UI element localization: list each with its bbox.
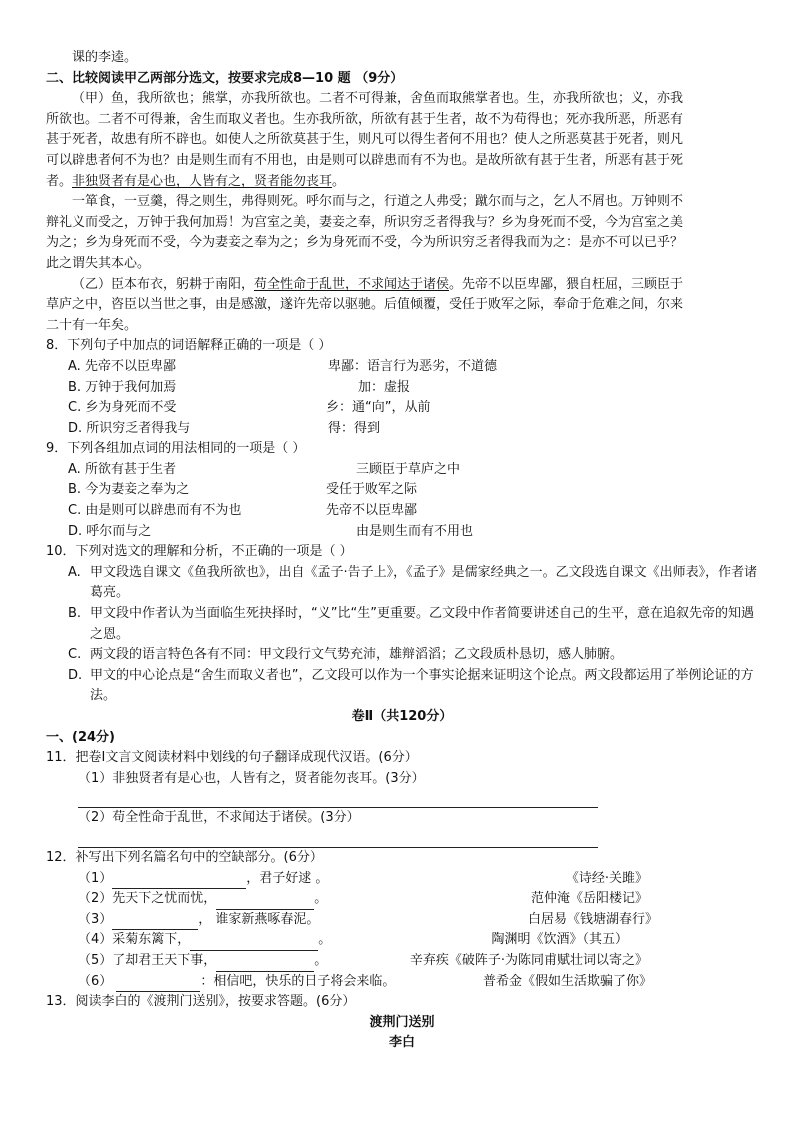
item-source: 范仲淹《岳阳楼记》 bbox=[530, 891, 648, 907]
part2-title: 卷Ⅱ（共120分） bbox=[351, 709, 453, 724]
q8-stem: 8．下列句子中加点的词语解释正确的一项是（ ） bbox=[46, 338, 332, 354]
item-after: 。 bbox=[318, 932, 332, 948]
q10-option-b bbox=[46, 604, 758, 645]
q10-option-d bbox=[46, 666, 758, 707]
option-compare: 三顾臣于草庐之中 bbox=[356, 461, 461, 477]
item-before: 采菊东篱下， bbox=[112, 932, 191, 948]
blank-field[interactable] bbox=[112, 913, 198, 930]
option-text: 呼尔而与之 bbox=[86, 523, 152, 539]
option-compare: 先帝不以臣卑鄙 bbox=[326, 503, 418, 519]
option-compare: 受任于败军之际 bbox=[326, 482, 418, 498]
answer-line-1[interactable] bbox=[78, 789, 598, 808]
option-text: 甲文段中作者认为当面临生死抉择时，“义”比“生”更重要。乙文段中作者简要讲述自己的生平，意在追叙先帝的知遇之恩。 bbox=[90, 606, 754, 642]
option-label: B. bbox=[68, 482, 82, 498]
option-text: 甲文段选自课文《鱼我所欲也》，出自《孟子·告子上》，《孟子》是儒家经典之一。乙文段选自课文《出师表》，作者诸葛亮。 bbox=[90, 564, 758, 601]
q12-item-1 bbox=[46, 869, 758, 890]
yi-line1-start: （乙）臣本布衣，躬耕于南阳， bbox=[72, 276, 255, 292]
option-label: C. bbox=[68, 647, 82, 663]
option-label: B. bbox=[68, 379, 82, 395]
yi-line-2: 草庐之中，咨臣以当世之事，由是感激，遂许先帝以驱驰。后值倾覆，受任于败军之际，奉命于危难之间，尔来 bbox=[46, 297, 684, 313]
q9-option-a bbox=[46, 460, 758, 481]
q12-item-5 bbox=[46, 951, 758, 972]
option-label: A. bbox=[68, 358, 81, 374]
item-source: 白居易《钱塘湖春行》 bbox=[527, 911, 658, 927]
option-text: 先帝不以臣卑鄙 bbox=[84, 358, 176, 374]
q8-option-c bbox=[46, 398, 758, 419]
item-num: （3） bbox=[78, 911, 113, 927]
jia-p1-line5-start: 者。 bbox=[46, 173, 73, 189]
blank-field[interactable] bbox=[216, 893, 314, 910]
option-explain: 乡：通“向”，从前 bbox=[326, 400, 431, 416]
option-label: C. bbox=[68, 503, 82, 519]
item-source: 陶渊明《饮酒》（其五） bbox=[491, 932, 628, 948]
q12-item-3 bbox=[46, 910, 758, 931]
answer-line-2[interactable] bbox=[78, 829, 598, 848]
option-text: 两文段的语言特色各有不同：甲文段行文气势充沛，雄辩滔滔；乙文段质朴恳切，感人肺腑。 bbox=[90, 647, 624, 663]
section1-heading: 一、(24分) bbox=[46, 729, 115, 745]
q9-stem: 9．下列各组加点词的用法相同的一项是（ ） bbox=[46, 441, 306, 457]
option-label: A. bbox=[68, 564, 81, 580]
blank-field[interactable] bbox=[112, 872, 246, 889]
continued-line: 课的李逵。 bbox=[72, 50, 138, 65]
yi-line-3: 二十有一年矣。 bbox=[46, 317, 138, 333]
item-num: （2） bbox=[78, 891, 113, 907]
jia-p1-line-2: 所欲也。二者不可得兼，舍生而取义者也。生亦我所欲，所欲有甚于生者，故不为苟得也；死亦我所恶，所恶有 bbox=[46, 111, 684, 127]
jia-p1-line-1: （甲）鱼，我所欲也；熊掌，亦我所欲也。二者不可得兼，舍鱼而取熊掌者也。生，亦我所欲也；义，亦我 bbox=[72, 91, 684, 107]
q9-option-c bbox=[46, 501, 758, 522]
item-source: 辛弃疾《破阵子·为陈同甫赋壮词以寄之》 bbox=[409, 952, 648, 968]
blank-field[interactable] bbox=[116, 975, 200, 992]
option-text: 所识穷乏者得我与 bbox=[86, 420, 191, 436]
option-label: D. bbox=[68, 667, 83, 683]
option-compare: 由是则生而有不用也 bbox=[356, 523, 474, 539]
item-num: （4） bbox=[78, 932, 113, 948]
underlined-sentence-1: 非独贤者有是心也，人皆有之，贤者能勿丧耳 bbox=[72, 173, 333, 189]
jia-p1-line5-end: 。 bbox=[332, 173, 346, 189]
item-after: 。 bbox=[314, 891, 328, 907]
item-num: （6） bbox=[78, 973, 113, 989]
q11-stem: 11．把卷Ⅰ文言文阅读材料中划线的句子翻译成现代汉语。(6分） bbox=[46, 750, 418, 766]
item-num: （5） bbox=[78, 952, 113, 968]
option-text: 乡为身死而不受 bbox=[85, 400, 177, 416]
q12-item-6 bbox=[46, 972, 758, 993]
option-text: 今为妻妾之奉为之 bbox=[85, 482, 190, 498]
option-label: D. bbox=[68, 523, 83, 539]
q13-stem: 13．阅读李白的《渡荆门送别》，按要求答题。(6分） bbox=[46, 994, 356, 1010]
q11-item-1: （1）非独贤者有是心也，人皆有之，贤者能勿丧耳。(3分） bbox=[78, 770, 425, 786]
item-after: ：相信吧，快乐的日子将会来临。 bbox=[200, 973, 396, 989]
option-label: B. bbox=[68, 606, 82, 622]
option-label: C. bbox=[68, 400, 82, 416]
q12-item-4 bbox=[46, 930, 758, 951]
option-text: 甲文的中心论点是“舍生而取义者也”，乙文段可以作为一个事实论据来证明这个论点。两文段都运用了举例论证的方法。 bbox=[90, 667, 754, 704]
option-text: 所欲有甚于生者 bbox=[84, 461, 176, 477]
q9-option-b bbox=[46, 480, 758, 501]
blank-field[interactable] bbox=[216, 955, 314, 972]
option-text: 万钟于我何加焉 bbox=[85, 379, 177, 395]
q10-option-c bbox=[46, 645, 758, 666]
jia-p2-line-1: 一箪食，一豆羹，得之则生，弗得则死。呼尔而与之，行道之人弗受；蹴尔而与之，乞人不屑也。万钟则不 bbox=[72, 194, 684, 210]
yi-line1-end: 。先帝不以臣卑鄙，猥自枉屈，三顾臣于 bbox=[449, 276, 684, 292]
option-label: D. bbox=[68, 420, 83, 436]
item-after: 。 bbox=[314, 952, 328, 968]
q10-stem: 10．下列对选文的理解和分析，不正确的一项是（ ） bbox=[46, 544, 353, 560]
item-num: （1） bbox=[78, 870, 113, 886]
blank-field[interactable] bbox=[190, 934, 318, 951]
yi-line-1 bbox=[46, 275, 758, 296]
jia-p1-line-3: 甚于死者，故患有所不辟也。如使人之所欲莫甚于生，则凡可以得生者何不用也？使人之所恶莫甚于死者，则凡 bbox=[46, 132, 684, 148]
jia-p1-line-4: 可以辟患者何不为也？由是则生而有不用也，由是则可以辟患而有不为也。是故所欲有甚于生者，所恶有甚于死 bbox=[46, 152, 684, 168]
q11-item-2: （2）苟全性命于乱世，不求闻达于诸侯。(3分） bbox=[78, 810, 360, 826]
option-explain: 得：得到 bbox=[328, 420, 381, 436]
option-text: 由是则可以辟患而有不为也 bbox=[85, 503, 242, 519]
q12-item-2 bbox=[46, 889, 758, 910]
poem-title: 渡荆门送别 bbox=[369, 1014, 435, 1030]
option-label: A. bbox=[68, 461, 81, 477]
underlined-sentence-2: 苟全性命于乱世，不求闻达于诸侯 bbox=[254, 276, 450, 292]
q10-option-a bbox=[46, 563, 758, 604]
q8-option-d bbox=[46, 419, 758, 440]
exam-page bbox=[46, 48, 758, 1054]
q12-stem: 12．补写出下列名篇名句中的空缺部分。(6分） bbox=[46, 849, 323, 865]
item-after: ，君子好逑 。 bbox=[246, 870, 329, 886]
q9-option-d bbox=[46, 522, 758, 543]
item-before: 先天下之忧而忧， bbox=[112, 891, 217, 907]
q8-option-b bbox=[46, 378, 758, 399]
option-explain: 卑鄙：语言行为恶劣，不道德 bbox=[328, 358, 498, 374]
option-explain: 加：虚报 bbox=[358, 379, 411, 395]
item-before: 了却君王天下事， bbox=[112, 952, 217, 968]
jia-p2-line-3: 为之；乡为身死而不受，今为妻妾之奉为之；乡为身死而不受，今为所识穷乏者得我而为之：是亦不可以已乎？ bbox=[46, 235, 684, 251]
jia-p2-line-2: 辩礼义而受之，万钟于我何加焉！为宫室之美，妻妾之奉，所识穷乏者得我与？乡为身死而不受，今为宫室之美 bbox=[46, 214, 684, 230]
item-after: ， 谁家新燕啄春泥。 bbox=[198, 911, 320, 927]
jia-p2-line-4: 此之谓失其本心。 bbox=[46, 255, 151, 271]
q8-option-a bbox=[46, 357, 758, 378]
section2-heading: 二、比较阅读甲乙两部分选文，按要求完成8—10 题 （9分） bbox=[46, 70, 404, 86]
jia-p1-line-5 bbox=[46, 172, 758, 193]
poem-author: 李白 bbox=[388, 1035, 415, 1051]
item-source: 《诗经·关雎》 bbox=[565, 870, 648, 886]
item-source: 普希金《假如生活欺骗了你》 bbox=[482, 973, 652, 989]
